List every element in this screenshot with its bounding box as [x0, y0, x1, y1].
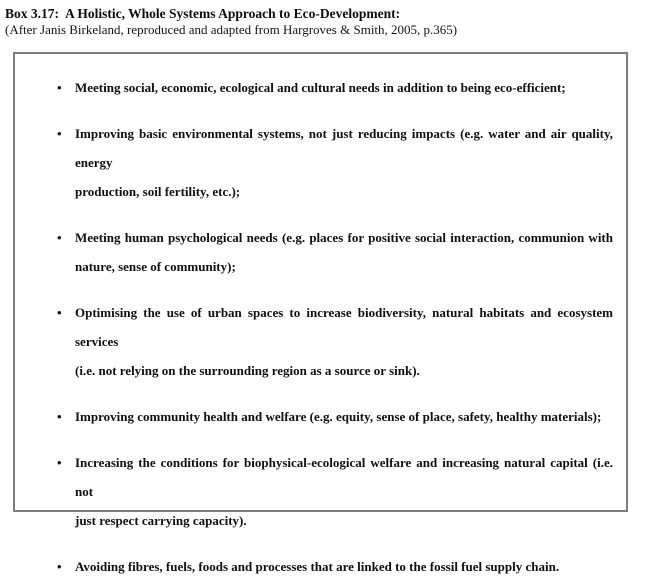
bullet-text: Meeting human psychological needs (e.g. places for positive social interaction, communion with — [75, 230, 613, 245]
bullet-item-7 — [55, 552, 613, 581]
bullet-text: production, soil fertility, etc.); — [75, 184, 241, 199]
box-attribution: (After Janis Birkeland, reproduced and adapted from Hargroves & Smith, 2005, p.365) — [5, 22, 458, 37]
bullet-icon: • — [57, 409, 62, 424]
box-header — [5, 5, 645, 38]
bullet-text: Meeting social, economic, ecological and cultural needs in addition to being eco-efficient; — [75, 80, 566, 95]
box-title: Box 3.17: A Holistic, Whole Systems Approach to Eco-Development: — [5, 6, 401, 21]
bullet-item-3 — [55, 223, 613, 281]
bullet-icon: • — [57, 455, 62, 470]
bullet-item-2 — [55, 119, 613, 206]
bullet-icon: • — [57, 559, 62, 574]
bullet-item-6 — [55, 448, 613, 535]
bullet-item-1 — [55, 73, 613, 102]
bullet-icon: • — [57, 305, 62, 320]
content-box — [13, 52, 628, 574]
bullet-text: Optimising the use of urban spaces to increase biodiversity, natural habitats and ecosystem services — [75, 305, 613, 349]
bullet-text: Improving community health and welfare (e.g. equity, sense of place, safety, healthy materials); — [75, 409, 602, 424]
bullet-item-4 — [55, 298, 613, 385]
bullet-text: Increasing the conditions for biophysical-ecological welfare and increasing natural capital (i.e. not — [75, 455, 613, 499]
bullet-item-5 — [55, 402, 613, 431]
bullet-text: Avoiding fibres, fuels, foods and processes that are linked to the fossil fuel supply chain. — [75, 559, 560, 574]
bullet-text: (i.e. not relying on the surrounding region as a source or sink). — [75, 363, 420, 378]
bullet-text: Improving basic environmental systems, not just reducing impacts (e.g. water and air quality, energy — [75, 126, 613, 170]
bullet-text: nature, sense of community); — [75, 259, 236, 274]
bullet-icon: • — [57, 230, 62, 245]
bullet-icon: • — [57, 126, 62, 141]
bullet-icon: • — [57, 80, 62, 95]
bullet-text: just respect carrying capacity). — [75, 513, 247, 528]
